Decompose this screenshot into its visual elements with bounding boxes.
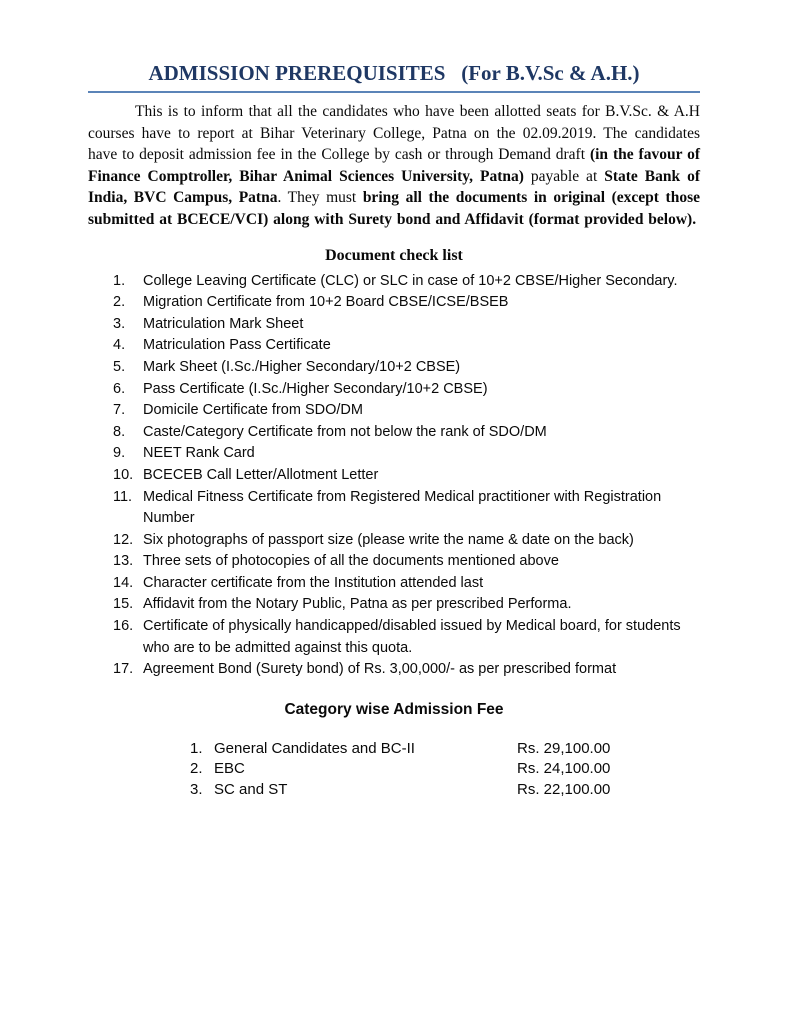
checklist-item xyxy=(113,292,700,314)
checklist-heading: Document check list xyxy=(325,246,463,264)
fees-table xyxy=(190,739,700,801)
intro-paragraph xyxy=(88,101,700,231)
checklist-item-number: 3. xyxy=(113,315,126,332)
checklist-item-number: 6. xyxy=(113,380,126,397)
checklist-item xyxy=(113,443,700,465)
checklist-item-number: 8. xyxy=(113,423,126,440)
intro-text-segment: bring all the documents in original (except those submitted at BCECE/VCI) along with Surety bond and Affidavit (format provided below). xyxy=(88,189,700,228)
fee-row-number: 1. xyxy=(190,739,203,757)
fees-heading: Category wise Admission Fee xyxy=(284,700,504,718)
checklist-item xyxy=(113,616,700,659)
intro-text-segment: (in the favour of Finance Comptroller, Bihar Animal Sciences University, Patna) xyxy=(88,146,700,185)
fee-category-label: General Candidates and BC-II xyxy=(214,739,415,757)
checklist-item xyxy=(113,487,700,530)
checklist-item xyxy=(113,400,700,422)
intro-text-segment: . They must xyxy=(277,189,363,207)
fee-amount: Rs. 24,100.00 xyxy=(517,760,611,778)
checklist-item-number: 9. xyxy=(113,445,126,462)
checklist-item xyxy=(113,659,700,681)
checklist-item-number: 14. xyxy=(113,574,134,591)
checklist-item-text: Certificate of physically handicapped/disabled issued by Medical board, for students who are to be admitted against this quota. xyxy=(143,618,681,656)
checklist-item-text: Medical Fitness Certificate from Registered Medical practitioner with Registration Number xyxy=(143,488,662,527)
checklist-item-text: BCECEB Call Letter/Allotment Letter xyxy=(143,466,379,483)
fee-row xyxy=(190,739,700,760)
checklist-item xyxy=(113,594,700,616)
checklist-item-number: 11. xyxy=(113,488,133,505)
checklist-item-text: Mark Sheet (I.Sc./Higher Secondary/10+2 CBSE) xyxy=(143,358,461,375)
checklist-item xyxy=(113,271,700,293)
checklist-item-text: College Leaving Certificate (CLC) or SLC in case of 10+2 CBSE/Higher Secondary. xyxy=(143,272,678,289)
checklist-item-text: Caste/Category Certificate from not below the rank of SDO/DM xyxy=(143,423,547,440)
checklist-item xyxy=(113,379,700,401)
checklist-item-number: 12. xyxy=(113,531,134,548)
checklist-item-text: Pass Certificate (I.Sc./Higher Secondary/10+2 CBSE) xyxy=(143,380,488,397)
checklist-item-number: 13. xyxy=(113,553,134,570)
fee-row-number: 2. xyxy=(190,760,203,778)
checklist-item xyxy=(113,551,700,573)
fee-row xyxy=(190,759,700,780)
checklist-item-text: Character certificate from the Institution attended last xyxy=(143,574,484,591)
title-underline xyxy=(88,91,700,93)
checklist-item-text: Matriculation Mark Sheet xyxy=(143,315,304,332)
checklist-item xyxy=(113,530,700,552)
checklist-item xyxy=(113,357,700,379)
page-title: ADMISSION PREREQUISITES (For B.V.Sc & A.H.) xyxy=(148,61,640,85)
checklist-item-text: Domicile Certificate from SDO/DM xyxy=(143,402,363,419)
intro-text-segment: payable at xyxy=(523,167,605,185)
checklist-item-number: 10. xyxy=(113,466,134,483)
checklist-item-number: 1. xyxy=(113,272,126,289)
checklist-item-text: Agreement Bond (Surety bond) of Rs. 3,00,000/- as per prescribed format xyxy=(143,661,617,678)
fee-amount: Rs. 22,100.00 xyxy=(517,780,611,798)
fee-category-label: SC and ST xyxy=(214,780,288,798)
checklist-item xyxy=(113,422,700,444)
fee-row xyxy=(190,780,700,801)
checklist-item-number: 7. xyxy=(113,402,126,419)
checklist-item-number: 16. xyxy=(113,618,134,635)
checklist-item xyxy=(113,314,700,336)
intro-text-segment: This is to inform that all the candidates who have been allotted seats for B.V.Sc. & A.H courses have to report at Bihar Veterinary College, Patna on the 02.09.2019. The candidates have to deposit admission fee in the College by cash or through Demand draft xyxy=(88,103,700,164)
checklist-item-number: 17. xyxy=(113,661,134,678)
checklist-item-text: Affidavit from the Notary Public, Patna as per prescribed Performa. xyxy=(143,596,572,613)
checklist-item-number: 4. xyxy=(113,337,126,354)
fee-category-label: EBC xyxy=(214,760,245,778)
document-checklist xyxy=(113,271,700,681)
checklist-item-number: 2. xyxy=(113,294,126,311)
checklist-item-number: 5. xyxy=(113,358,126,375)
checklist-item xyxy=(113,335,700,357)
checklist-item-number: 15. xyxy=(113,596,134,613)
checklist-item-text: Six photographs of passport size (please write the name & date on the back) xyxy=(143,531,634,548)
checklist-item-text: Matriculation Pass Certificate xyxy=(143,337,331,354)
checklist-item xyxy=(113,573,700,595)
checklist-item-text: Migration Certificate from 10+2 Board CBSE/ICSE/BSEB xyxy=(143,294,509,311)
fee-row-number: 3. xyxy=(190,780,203,798)
intro-text-segment: State Bank of India, BVC Campus, Patna xyxy=(88,167,700,207)
checklist-item xyxy=(113,465,700,487)
checklist-item-text: NEET Rank Card xyxy=(143,445,255,462)
fee-amount: Rs. 29,100.00 xyxy=(517,739,611,757)
checklist-item-text: Three sets of photocopies of all the documents mentioned above xyxy=(143,553,559,570)
